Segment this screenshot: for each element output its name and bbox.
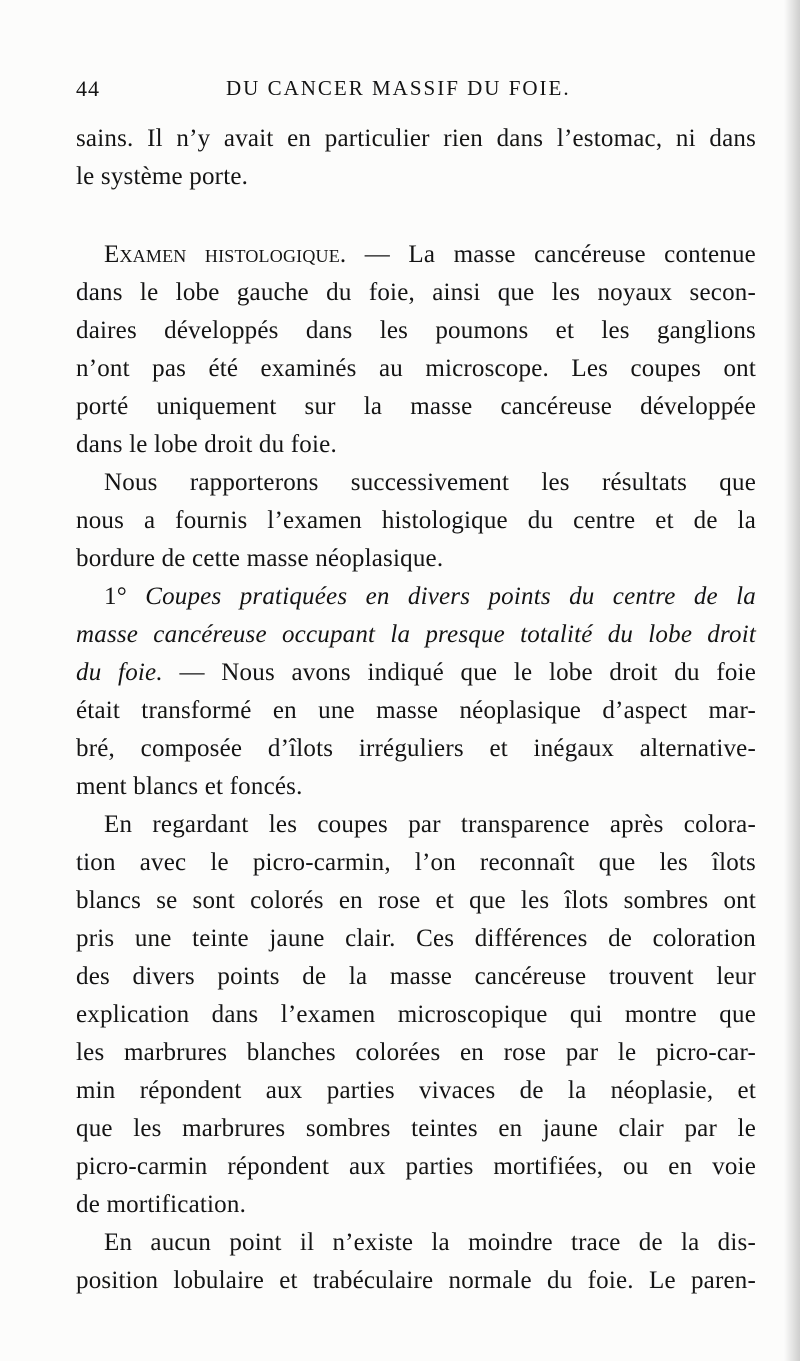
text-line: position lobulaire et trabéculaire normale du foie. Le paren- (76, 1267, 756, 1294)
text-line (76, 654, 756, 692)
text-line: tion avec le picro-carmin, l’on reconnaît que les îlots (76, 849, 756, 876)
text-span: — Nous avons indiqué que le lobe droit du foie (162, 659, 757, 686)
text-line: était transformé en une masse néoplasique d’aspect mar- (76, 697, 756, 724)
text-line: ment blancs et foncés. (76, 773, 303, 800)
text-line: nous a fournis l’examen histologique du centre et de la (76, 507, 756, 534)
text-line: dans le lobe droit du foie. (76, 431, 337, 458)
text-line: porté uniquement sur la masse cancéreuse développée (76, 393, 756, 420)
running-title: DU CANCER MASSIF DU FOIE. (226, 76, 571, 100)
text-line: des divers points de la masse cancéreuse trouvent leur (76, 963, 756, 990)
text-line: les marbrures blanches colorées en rose par le picro-car- (76, 1039, 756, 1066)
text-line (76, 578, 756, 616)
subsection-title: Coupes pratiquées en divers points du centre de la (126, 583, 756, 610)
text-line: le système porte. (76, 163, 249, 190)
text-line: que les marbrures sombres teintes en jaune clair par le (76, 1115, 756, 1142)
subsection-title-line: masse cancéreuse occupant la presque totalité du lobe droit (76, 621, 756, 648)
text-line: Nous rapporterons successivement les résultats que (104, 469, 756, 496)
text-line: bré, composée d’îlots irréguliers et inégaux alternative- (76, 735, 756, 762)
page-header (76, 72, 756, 108)
text-line: En regardant les coupes par transparence après colora- (104, 811, 756, 838)
text-line: min répondent aux parties vivaces de la néoplasie, et (76, 1077, 756, 1104)
text-line: bordure de cette masse néoplasique. (76, 545, 444, 572)
paragraph-gap (76, 196, 756, 236)
text-line: daires développés dans les poumons et les ganglions (76, 317, 756, 344)
text-line: explication dans l’examen microscopique qui montre que (76, 1001, 756, 1028)
text-line: En aucun point il n’existe la moindre trace de la dis- (104, 1229, 756, 1256)
text-line (76, 236, 756, 274)
text-line: dans le lobe gauche du foie, ainsi que les noyaux secon- (76, 279, 756, 306)
text-line: de mortification. (76, 1191, 247, 1218)
text-span: La masse cancéreuse contenue (390, 241, 756, 268)
text-line: pris une teinte jaune clair. Ces différences de coloration (76, 925, 756, 952)
text-line: n’ont pas été examinés au microscope. Les coupes ont (76, 355, 756, 382)
page-edge-shadow (784, 0, 800, 1361)
page-number: 44 (76, 76, 100, 101)
text-line: picro-carmin répondent aux parties mortifiées, ou en voie (76, 1153, 756, 1180)
subsection-title: du foie. (76, 659, 163, 686)
text-line: blancs se sont colorés en rose et que les îlots sombres ont (76, 887, 756, 914)
text-line: sains. Il n’y avait en particulier rien dans l’estomac, ni dans (76, 125, 756, 152)
body-text (76, 120, 756, 1300)
section-heading: Examen histologique. — (104, 241, 390, 268)
section-number: 1° (104, 583, 127, 610)
